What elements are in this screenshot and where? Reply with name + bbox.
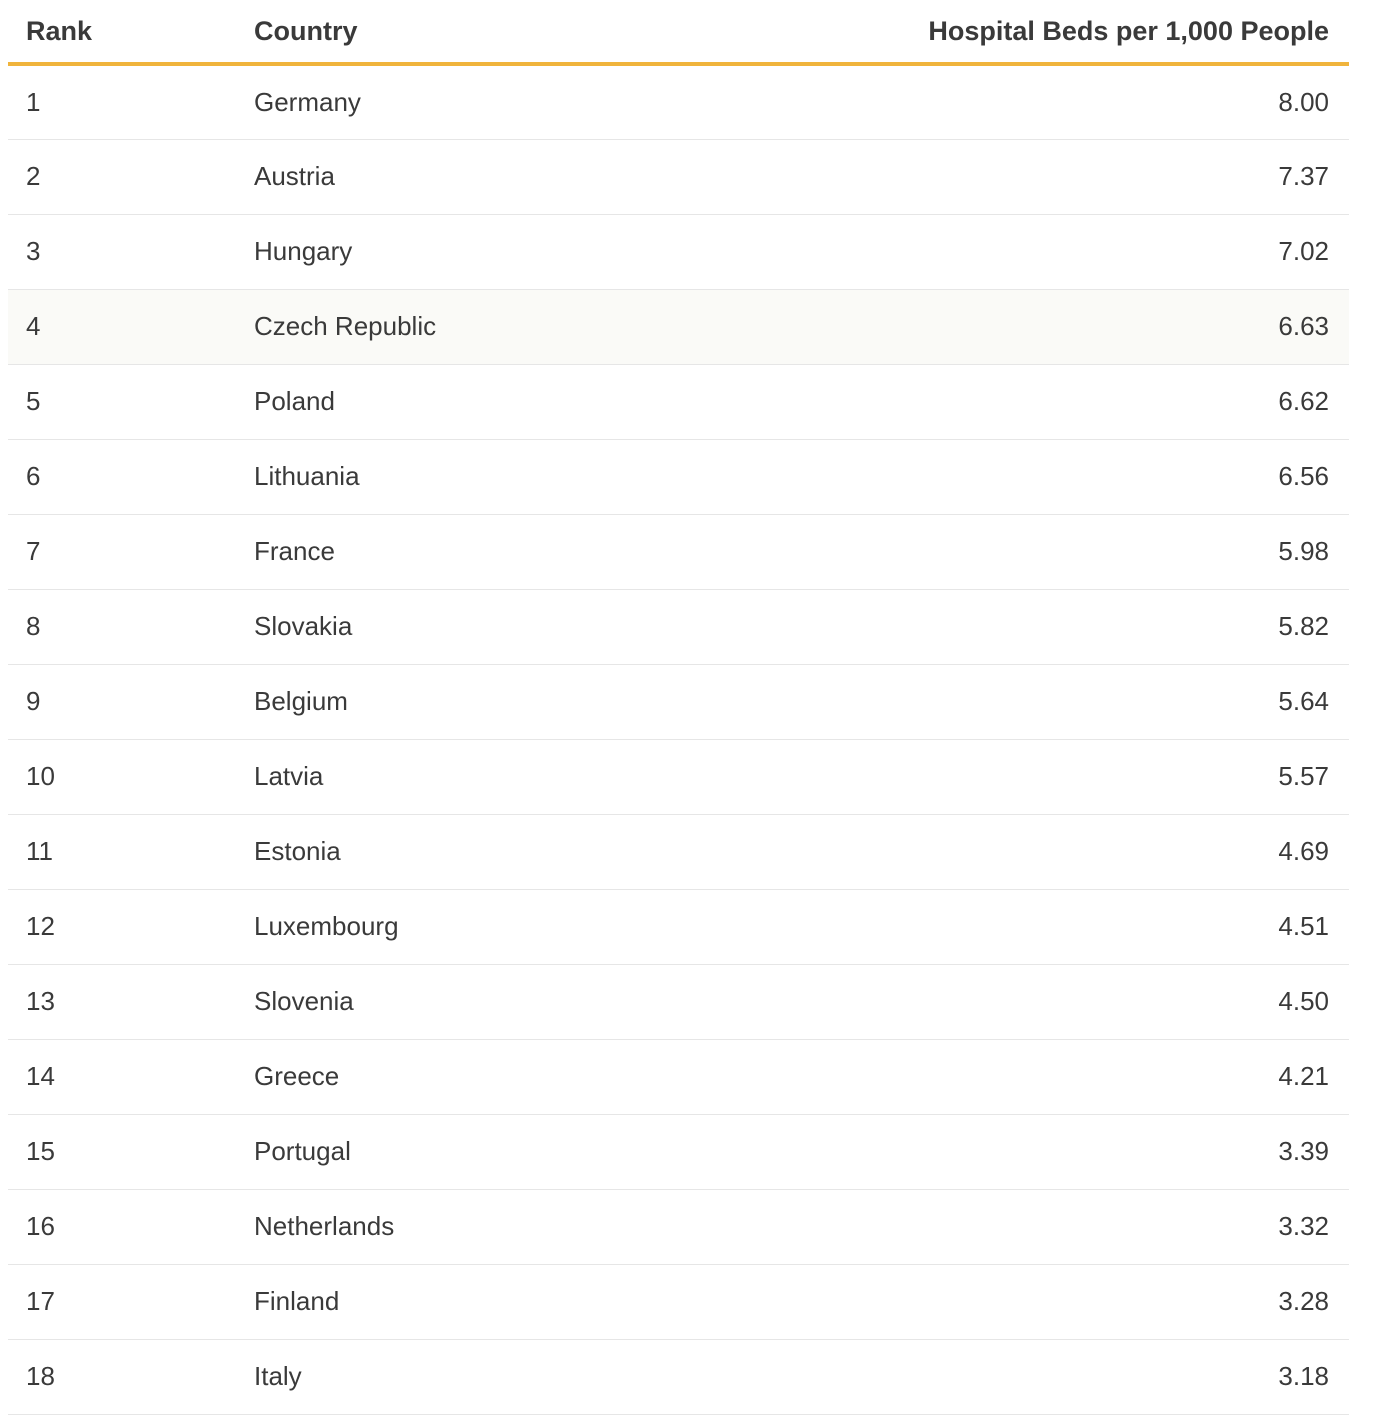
hospital-beds-cell: 5.57 bbox=[796, 739, 1349, 814]
table-row[interactable] bbox=[8, 364, 1349, 439]
table-row[interactable] bbox=[8, 514, 1349, 589]
country-cell: Czech Republic bbox=[236, 289, 796, 364]
rank-cell: 17 bbox=[8, 1264, 236, 1339]
country-cell: Finland bbox=[236, 1264, 796, 1339]
rank-cell: 7 bbox=[8, 514, 236, 589]
country-cell: Estonia bbox=[236, 814, 796, 889]
rank-cell: 1 bbox=[8, 64, 236, 139]
rank-cell: 18 bbox=[8, 1339, 236, 1414]
country-cell: Latvia bbox=[236, 739, 796, 814]
column-header-country[interactable]: Country bbox=[236, 0, 796, 64]
rank-cell: 5 bbox=[8, 364, 236, 439]
country-cell: Luxembourg bbox=[236, 889, 796, 964]
hospital-beds-cell: 6.62 bbox=[796, 364, 1349, 439]
hospital-beds-cell: 5.82 bbox=[796, 589, 1349, 664]
hospital-beds-cell: 7.37 bbox=[796, 139, 1349, 214]
hospital-beds-cell: 7.02 bbox=[796, 214, 1349, 289]
country-cell: Greece bbox=[236, 1039, 796, 1114]
country-cell: Slovakia bbox=[236, 589, 796, 664]
country-cell: France bbox=[236, 514, 796, 589]
table-body bbox=[8, 64, 1349, 1414]
country-cell: Belgium bbox=[236, 664, 796, 739]
rank-cell: 16 bbox=[8, 1189, 236, 1264]
table-row[interactable] bbox=[8, 814, 1349, 889]
table-row[interactable] bbox=[8, 664, 1349, 739]
table-row[interactable] bbox=[8, 1039, 1349, 1114]
hospital-beds-cell: 5.98 bbox=[796, 514, 1349, 589]
country-cell: Hungary bbox=[236, 214, 796, 289]
hospital-beds-cell: 4.69 bbox=[796, 814, 1349, 889]
header-row bbox=[8, 0, 1349, 64]
rank-cell: 8 bbox=[8, 589, 236, 664]
table-row[interactable] bbox=[8, 1114, 1349, 1189]
hospital-beds-cell: 5.64 bbox=[796, 664, 1349, 739]
hospital-beds-cell: 4.50 bbox=[796, 964, 1349, 1039]
table-row[interactable] bbox=[8, 1264, 1349, 1339]
hospital-beds-cell: 6.56 bbox=[796, 439, 1349, 514]
rank-cell: 14 bbox=[8, 1039, 236, 1114]
column-header-rank[interactable]: Rank bbox=[8, 0, 236, 64]
rank-cell: 15 bbox=[8, 1114, 236, 1189]
ranking-table-container bbox=[8, 0, 1349, 1415]
hospital-beds-cell: 4.51 bbox=[796, 889, 1349, 964]
table-row[interactable] bbox=[8, 1189, 1349, 1264]
table-row[interactable] bbox=[8, 139, 1349, 214]
table-row[interactable] bbox=[8, 739, 1349, 814]
table-row[interactable] bbox=[8, 214, 1349, 289]
country-cell: Italy bbox=[236, 1339, 796, 1414]
country-cell: Netherlands bbox=[236, 1189, 796, 1264]
table-row[interactable] bbox=[8, 889, 1349, 964]
rank-cell: 6 bbox=[8, 439, 236, 514]
rank-cell: 2 bbox=[8, 139, 236, 214]
country-cell: Austria bbox=[236, 139, 796, 214]
rank-cell: 10 bbox=[8, 739, 236, 814]
column-header-hospital-beds[interactable]: Hospital Beds per 1,000 People bbox=[796, 0, 1349, 64]
table-row[interactable] bbox=[8, 289, 1349, 364]
country-cell: Slovenia bbox=[236, 964, 796, 1039]
country-cell: Germany bbox=[236, 64, 796, 139]
rank-cell: 4 bbox=[8, 289, 236, 364]
country-cell: Portugal bbox=[236, 1114, 796, 1189]
rank-cell: 12 bbox=[8, 889, 236, 964]
table-row[interactable] bbox=[8, 589, 1349, 664]
rank-cell: 3 bbox=[8, 214, 236, 289]
rank-cell: 13 bbox=[8, 964, 236, 1039]
ranking-table bbox=[8, 0, 1349, 1415]
table-row[interactable] bbox=[8, 964, 1349, 1039]
country-cell: Lithuania bbox=[236, 439, 796, 514]
hospital-beds-cell: 6.63 bbox=[796, 289, 1349, 364]
hospital-beds-cell: 3.39 bbox=[796, 1114, 1349, 1189]
table-row[interactable] bbox=[8, 64, 1349, 139]
table-row[interactable] bbox=[8, 439, 1349, 514]
rank-cell: 9 bbox=[8, 664, 236, 739]
hospital-beds-cell: 3.32 bbox=[796, 1189, 1349, 1264]
hospital-beds-cell: 3.28 bbox=[796, 1264, 1349, 1339]
table-row[interactable] bbox=[8, 1339, 1349, 1414]
hospital-beds-cell: 4.21 bbox=[796, 1039, 1349, 1114]
country-cell: Poland bbox=[236, 364, 796, 439]
hospital-beds-cell: 8.00 bbox=[796, 64, 1349, 139]
rank-cell: 11 bbox=[8, 814, 236, 889]
table-header bbox=[8, 0, 1349, 64]
hospital-beds-cell: 3.18 bbox=[796, 1339, 1349, 1414]
